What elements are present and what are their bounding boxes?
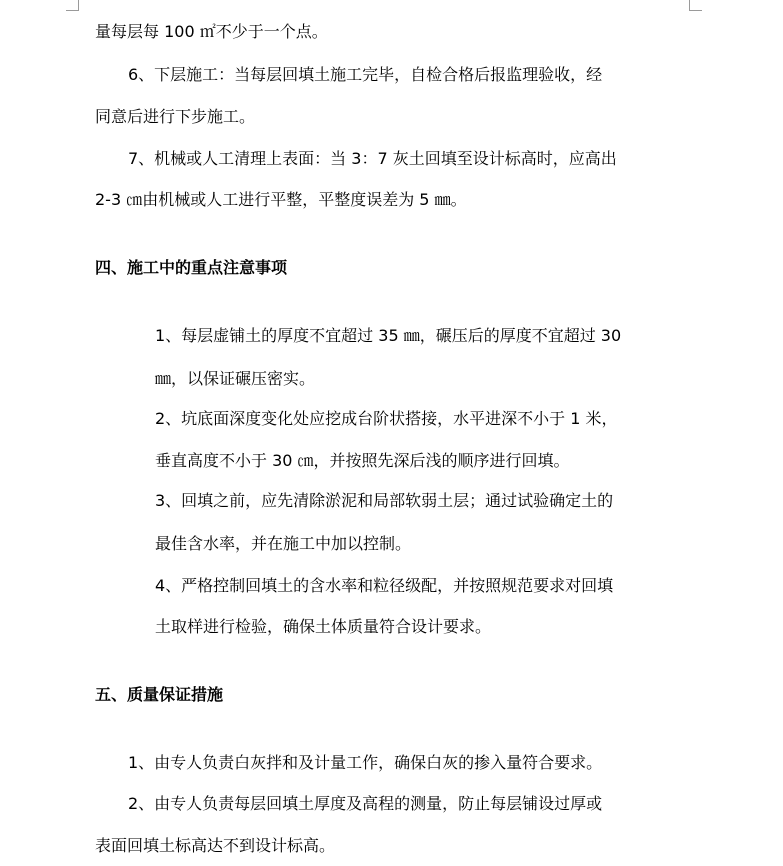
paragraph-line: ㎜，以保证碾压密实。 bbox=[155, 369, 316, 388]
paragraph-line: 1、由专人负责白灰拌和及计量工作，确保白灰的掺入量符合要求。 bbox=[128, 753, 603, 772]
paragraph-line: 表面回填土标高达不到设计标高。 bbox=[95, 836, 336, 855]
paragraph-line: 1、每层虚铺土的厚度不宜超过 35 ㎜，碾压后的厚度不宜超过 30 bbox=[155, 326, 622, 345]
paragraph-line: 量每层每 100 ㎡不少于一个点。 bbox=[95, 22, 328, 41]
paragraph-line: 2-3 ㎝由机械或人工进行平整，平整度误差为 5 ㎜。 bbox=[95, 190, 467, 209]
section-heading: 四、施工中的重点注意事项 bbox=[95, 258, 288, 277]
paragraph-line: 6、下层施工：当每层回填土施工完毕，自检合格后报监理验收，经 bbox=[128, 65, 603, 84]
paragraph-line: 2、由专人负责每层回填土厚度及高程的测量，防止每层铺设过厚或 bbox=[128, 794, 603, 813]
paragraph-line: 垂直高度不小于 30 ㎝，并按照先深后浅的顺序进行回填。 bbox=[155, 451, 570, 470]
paragraph-line: 同意后进行下步施工。 bbox=[95, 107, 256, 126]
paragraph-line: 土取样进行检验，确保土体质量符合设计要求。 bbox=[155, 617, 492, 636]
section-heading: 五、质量保证措施 bbox=[95, 685, 224, 704]
margin-corner-mark-right bbox=[689, 0, 702, 11]
paragraph-line: 2、坑底面深度变化处应挖成台阶状搭接，水平进深不小于 1 米， bbox=[155, 409, 618, 428]
margin-corner-mark-left bbox=[66, 0, 79, 11]
paragraph-line: 3、回填之前，应先清除淤泥和局部软弱土层；通过试验确定土的 bbox=[155, 491, 614, 510]
paragraph-line: 4、严格控制回填土的含水率和粒径级配，并按照规范要求对回填 bbox=[155, 576, 614, 595]
paragraph-line: 最佳含水率，并在施工中加以控制。 bbox=[155, 534, 412, 553]
page-margin-marks bbox=[0, 0, 783, 20]
paragraph-line: 7、机械或人工清理上表面：当 3：7 灰土回填至设计标高时，应高出 bbox=[128, 149, 617, 168]
